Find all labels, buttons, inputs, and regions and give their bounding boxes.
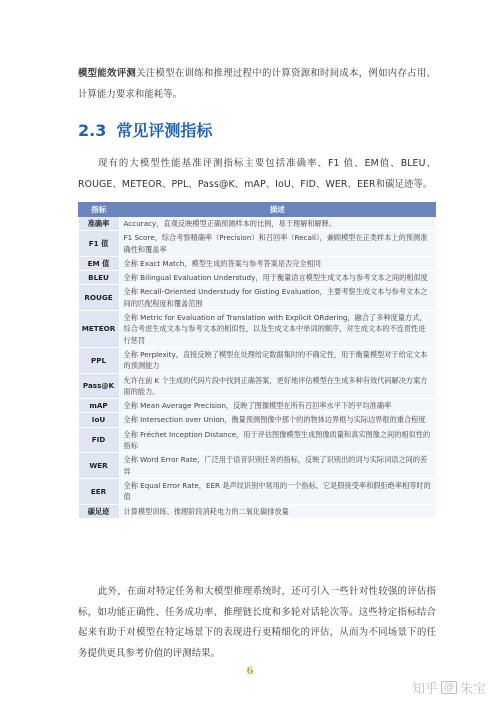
page-number: 6 [246,666,254,677]
metric-name: EER [79,478,120,504]
metric-desc: 计算模型训练、推理阶段消耗电力的二氧化碳排放量 [119,504,436,518]
table-row [79,399,436,413]
header-name: 指标 [79,203,120,217]
metric-name: IoU [79,413,120,427]
metric-desc: 全称 Mean Average Precision，反映了图像模型在所有召回率水平下的平均准确率 [119,399,436,413]
table-row [79,453,436,479]
metric-name: Pass@K [79,373,120,399]
metric-name: WER [79,453,120,479]
metric-name: ROUGE [79,285,120,311]
metric-name: METEOR [79,311,120,348]
metric-name: mAP [79,399,120,413]
metric-name: BLEU [79,271,120,285]
metric-desc: 全称 Word Error Rate，广泛用于语音识别任务的指标，反映了识别出的词与实际词语之间的差异 [119,453,436,479]
watermark-author: 朱宝 [459,682,486,697]
table-row [79,256,436,270]
table-row [79,231,436,257]
table-row [79,311,436,348]
watermark-brand: 知乎 [411,682,438,697]
metric-desc: Accuracy，直观反映模型正确预测样本的比例，易于理解和解释。 [119,217,436,231]
table-header-row [79,203,436,217]
watermark-badge: @ [441,681,457,694]
table-row [79,271,436,285]
metric-desc: 全称 Metric for Evaluation of Translation with Explicit ORdering，融合了多种度量方式，综合考虑生成文本与参考文本的相似性，以及生成文本中单词的顺序，对生成文本的不连贯性进行惩罚 [119,311,436,348]
header-desc: 描述 [119,203,436,217]
metric-desc: 允许在前 K 个生成的代码片段中找到正确答案，更好地评估模型在生成多种有效代码解决方案方面的能力。 [119,373,436,399]
metric-name: PPL [79,347,120,373]
metric-desc: 全称 Perplexity，直接反映了模型在处理给定数据集时的不确定性，用于衡量模型对于给定文本的预测能力 [119,347,436,373]
metric-name: FID [79,427,120,453]
table-row [79,347,436,373]
intro-text: 关注模型在训练和推理过程中的计算资源和时间成本，例如内存占用、计算能力要求和能耗等。 [78,68,436,100]
metric-desc: F1 Score，综合考察精确率（Precision）和召回率（Recall），兼顾模型在正类样本上的预测准确性和覆盖率 [119,231,436,257]
table-row [79,504,436,518]
section-heading [78,118,212,141]
metric-name: F1 值 [79,231,120,257]
metric-desc: 全称 Intersection over Union，衡量预测图像中那个的的物体边界框与实际边界框的重合程度 [119,413,436,427]
section-intro-paragraph: 现有的大模型性能基准评测指标主要包括准确率、F1 值、EM值、BLEU、ROUGE、METEOR、PPL、Pass@K、mAP、IoU、FID、WER、EER和碳足迹等。 [78,158,436,190]
metric-name: 准确率 [79,217,120,231]
metric-desc: 全称 Fréchet Inception Distance，用于评估图像模型生成图像质量和真实图像之间的相似性的指标 [119,427,436,453]
metric-desc: 全称 Recall-Oriented Understudy for Gisting Evaluation，主要考察生成文本与参考文本之间的匹配程度和覆盖范围 [119,285,436,311]
table-row [79,373,436,399]
table-row [79,478,436,504]
metric-name: EM 值 [79,256,120,270]
metric-desc: 全称 Bilingual Evaluation Understudy，用于衡量语言模型生成文本与参考文本之间的相似度 [119,271,436,285]
metric-desc: 全称 Equal Error Rate，EER 是声纹识别中常用的一个指标，它是假接受率和假拒绝率相等时的值 [119,478,436,504]
table-row [79,427,436,453]
metric-desc: 全称 Exact Match，模型生成的答案与参考答案是否完全相同 [119,256,436,270]
intro-bold-term: 模型能效评测 [78,68,137,79]
metrics-table [78,202,436,519]
section-title: 常见评测指标 [116,121,213,140]
section-number: 2.3 [78,121,107,140]
metric-name: 碳足迹 [79,504,120,518]
table-row [79,285,436,311]
watermark [412,678,486,697]
intro-paragraph [78,64,436,105]
table-row [79,413,436,427]
table-row [79,217,436,231]
closing-paragraph: 此外，在面对特定任务和大模型推理系统时，还可引入一些针对性较强的评估指标，如功能正确性、任务成功率、推理链长度和多轮对话轮次等。这些特定指标结合起来有助于对模型在特定场景下的表现进行更精细化的评估，从而为不同场景下的任务提供更具参考价值的评测结果。 [78,586,436,659]
